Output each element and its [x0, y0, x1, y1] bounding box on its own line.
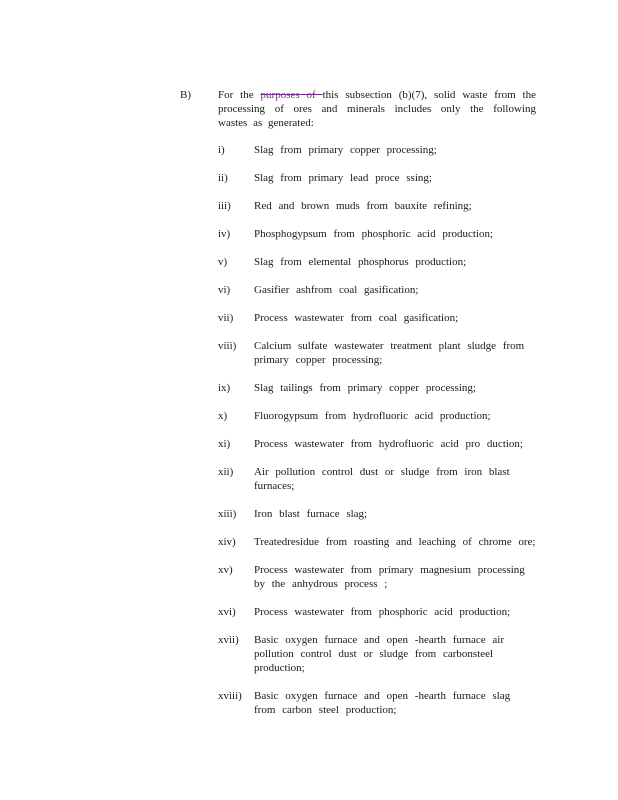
list-item — [218, 339, 538, 367]
list-item — [218, 689, 538, 717]
item-text: Gasifier ashfrom coal gasification; — [254, 284, 419, 296]
section-intro — [218, 88, 536, 130]
item-text: Basic oxygen furnace and open -hearth furnace air pollution control dust or sludge from carbonsteel production; — [254, 634, 505, 674]
item-number: xv) — [218, 564, 233, 576]
intro-before: For the — [218, 89, 261, 101]
list-item — [218, 633, 538, 675]
item-text: Fluorogypsum from hydrofluoric acid production; — [254, 410, 491, 422]
item-text: Process wastewater from primary magnesium processing by the anhydrous process ; — [254, 564, 525, 590]
item-text: Process wastewater from coal gasification; — [254, 312, 459, 324]
item-text: Phosphogypsum from phosphoric acid production; — [254, 228, 494, 240]
item-number: x) — [218, 410, 228, 422]
item-text: Calcium sulfate wastewater treatment plant sludge from primary copper processing; — [254, 340, 525, 366]
list-item — [218, 283, 538, 297]
list-item — [218, 409, 538, 423]
list-item — [218, 535, 538, 549]
waste-list — [218, 143, 538, 731]
item-number: xi) — [218, 438, 231, 450]
list-item — [218, 311, 538, 325]
item-number: ix) — [218, 382, 231, 394]
item-text: Basic oxygen furnace and open -hearth furnace slag from carbon steel production; — [254, 690, 511, 716]
item-number: vi) — [218, 284, 231, 296]
item-number: xii) — [218, 466, 234, 478]
item-number: xiv) — [218, 536, 236, 548]
list-item — [218, 171, 538, 185]
list-item — [218, 199, 538, 213]
item-text: Slag tailings from primary copper processing; — [254, 382, 476, 394]
item-number: xvi) — [218, 606, 236, 618]
list-item — [218, 465, 538, 493]
item-number: i) — [218, 144, 225, 156]
item-text: Slag from primary copper processing; — [254, 144, 437, 156]
item-number: ii) — [218, 172, 228, 184]
item-text: Process wastewater from phosphoric acid production; — [254, 606, 511, 618]
item-text: Red and brown muds from bauxite refining; — [254, 200, 472, 212]
item-number: viii) — [218, 340, 237, 352]
item-number: xvii) — [218, 634, 239, 646]
item-text: Slag from primary lead proce ssing; — [254, 172, 432, 184]
item-text: Air pollution control dust or sludge from iron blast furnaces; — [254, 466, 510, 492]
item-number: iii) — [218, 200, 231, 212]
item-number: iv) — [218, 228, 231, 240]
list-item — [218, 563, 538, 591]
list-item — [218, 507, 538, 521]
list-item — [218, 143, 538, 157]
item-number: vii) — [218, 312, 234, 324]
item-number: v) — [218, 256, 228, 268]
item-number: xviii) — [218, 690, 242, 702]
item-text: Treatedresidue from roasting and leaching of chrome ore; — [254, 536, 536, 548]
list-item — [218, 605, 538, 619]
item-text: Process wastewater from hydrofluoric acid pro duction; — [254, 438, 523, 450]
section-marker: B) — [180, 89, 191, 101]
list-item — [218, 255, 538, 269]
intro-after: this subsection (b)(7), solid waste from the processing of ores and minerals includes only the following wastes as generated: — [218, 89, 536, 129]
item-number: xiii) — [218, 508, 237, 520]
list-item — [218, 381, 538, 395]
list-item — [218, 437, 538, 451]
struck-text: purposes of — [260, 89, 323, 101]
item-text: Slag from elemental phosphorus production; — [254, 256, 467, 268]
list-item — [218, 227, 538, 241]
item-text: Iron blast furnace slag; — [254, 508, 368, 520]
